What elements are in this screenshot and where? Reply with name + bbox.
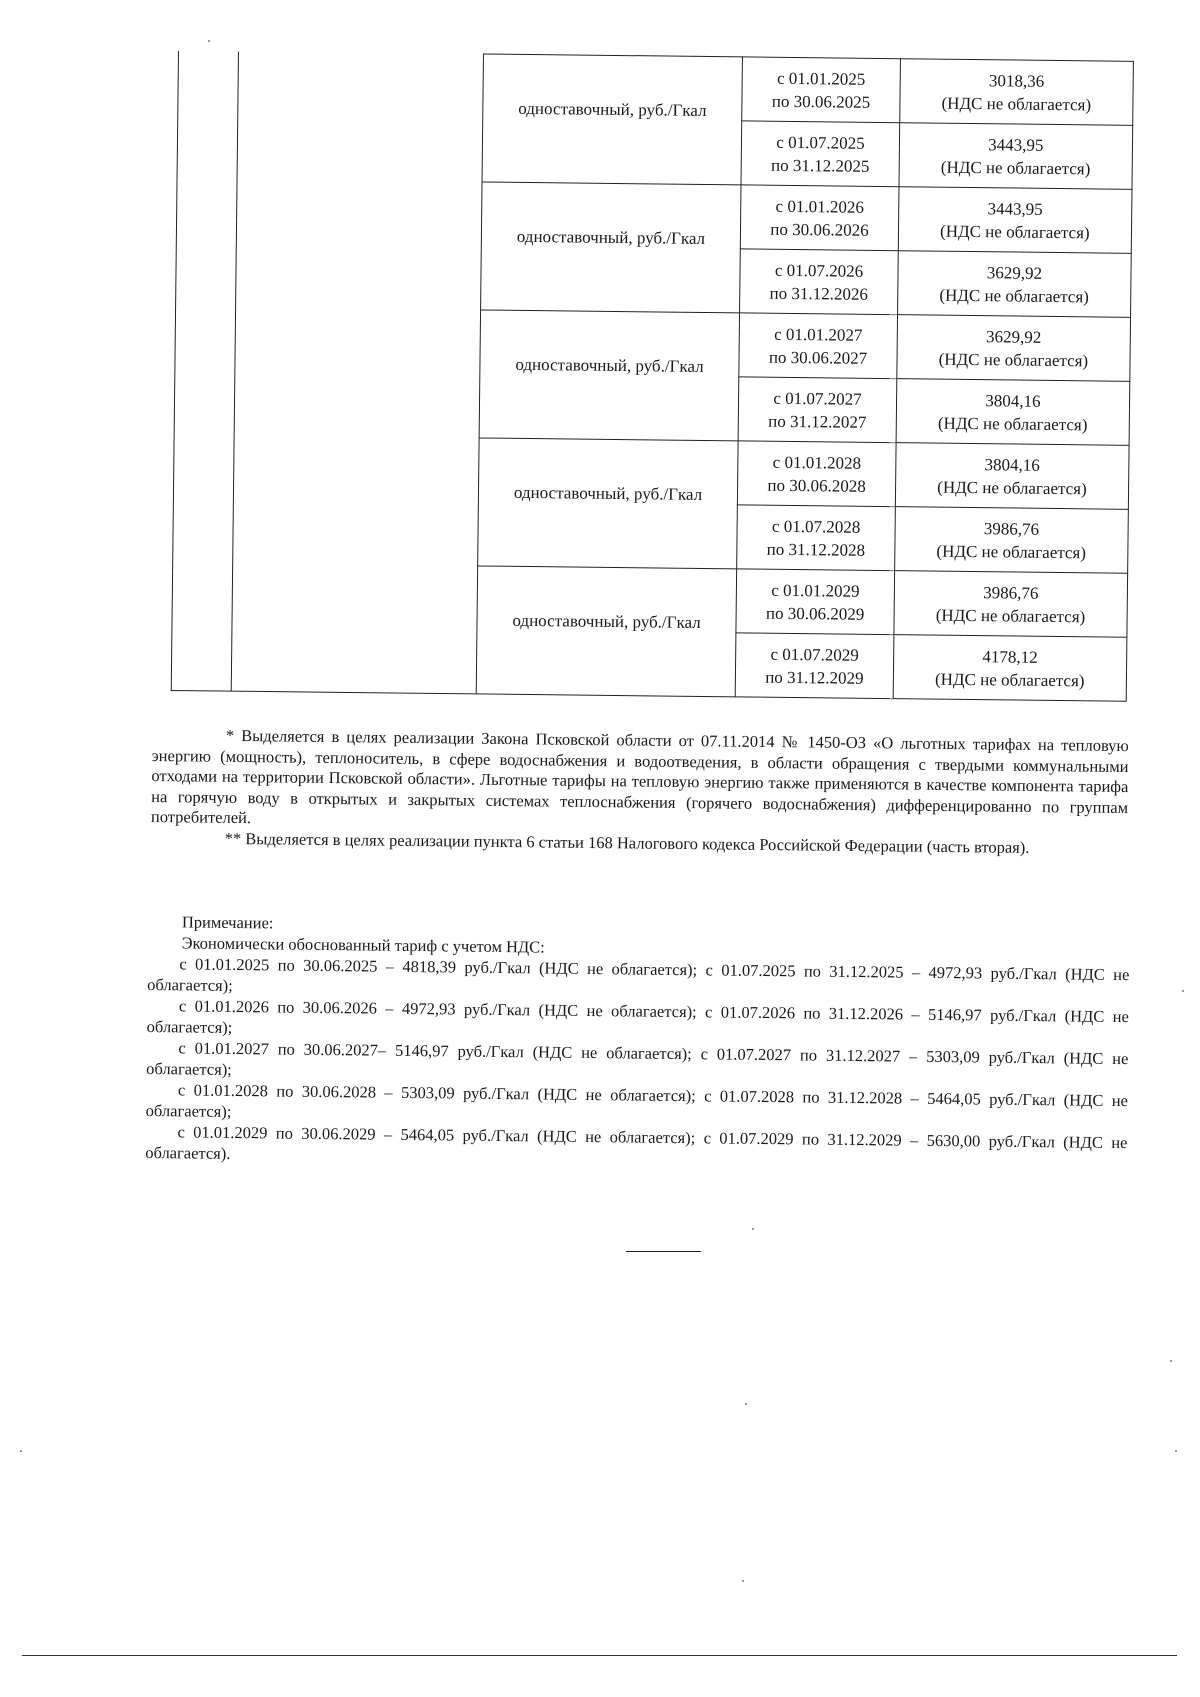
period-to: по 31.12.2025 xyxy=(770,155,870,176)
tariff-value: 4178,12 xyxy=(982,646,1038,667)
period-cell xyxy=(742,57,900,123)
tariff-value-cell xyxy=(897,251,1131,318)
tariff-value-cell xyxy=(896,379,1130,446)
period-to: по 31.12.2026 xyxy=(769,283,869,304)
period-to: по 31.12.2027 xyxy=(768,411,867,432)
tariff-type-text: одноставочный, руб./Гкал xyxy=(516,226,706,248)
tariff-value-cell xyxy=(893,635,1127,702)
period-cell xyxy=(735,633,893,699)
period-from: с 01.01.2029 xyxy=(771,580,860,601)
period-to: по 30.06.2025 xyxy=(771,91,871,112)
tariff-value-cell xyxy=(899,59,1133,126)
note-line: с 01.01.2029 по 30.06.2029 – 5464,05 руб./Гкал (НДС не облагается); с 01.07.2029 по 31.12.2029 – 5630,00 руб./Гкал (НДС не облагается). xyxy=(145,1122,1128,1163)
tariff-value: 3629,92 xyxy=(985,326,1042,347)
tariff-value: 3443,95 xyxy=(987,198,1043,219)
period-cell xyxy=(737,505,895,571)
tariff-type-text: одноставочный, руб./Гкал xyxy=(515,354,704,376)
vat-note: (НДС не облагается) xyxy=(940,157,1091,178)
vat-note: (НДС не облагается) xyxy=(938,349,1089,370)
end-separator-line xyxy=(626,1251,701,1252)
tariff-type-cell xyxy=(480,182,741,313)
tariff-type-cell xyxy=(478,438,739,569)
scan-speck xyxy=(752,1228,754,1230)
vat-note: (НДС не облагается) xyxy=(935,605,1086,626)
period-from: с 01.01.2025 xyxy=(776,68,866,89)
period-to: по 30.06.2026 xyxy=(770,219,869,240)
period-from: с 01.07.2027 xyxy=(773,388,862,409)
vat-note: (НДС не облагается) xyxy=(939,285,1089,306)
note-section xyxy=(145,912,1130,1174)
tariff-value: 3986,76 xyxy=(983,582,1039,603)
tariff-value: 3443,95 xyxy=(988,134,1044,155)
period-from: с 01.01.2028 xyxy=(772,452,862,473)
period-to: по 30.06.2027 xyxy=(768,347,868,368)
tariff-value: 3804,16 xyxy=(985,390,1041,411)
scan-speck xyxy=(1170,1360,1172,1362)
period-cell xyxy=(738,377,896,443)
vat-note: (НДС не облагается) xyxy=(937,477,1087,498)
scan-speck xyxy=(745,1403,747,1405)
vat-note: (НДС не облагается) xyxy=(937,413,1088,434)
tariff-type-text: одноставочный, руб./Гкал xyxy=(518,98,707,120)
note-title: Примечание: xyxy=(181,912,274,933)
vat-note: (НДС не облагается) xyxy=(936,541,1087,562)
period-to: по 30.06.2028 xyxy=(767,475,866,496)
tariff-table xyxy=(171,50,1134,702)
period-from: с 01.01.2026 xyxy=(775,196,865,217)
tariff-type-text: одноставочный, руб./Гкал xyxy=(512,610,701,632)
tariff-value: 3629,92 xyxy=(986,262,1043,283)
scan-speck xyxy=(208,40,210,42)
tariff-value-cell xyxy=(899,123,1133,190)
period-cell xyxy=(738,441,896,507)
footnotes xyxy=(151,725,1129,859)
tariff-value: 3804,16 xyxy=(984,454,1040,475)
tariff-type-text: одноставочный, руб./Гкал xyxy=(513,482,703,504)
vat-note: (НДС не облагается) xyxy=(934,669,1085,690)
period-from: с 01.07.2025 xyxy=(776,132,865,153)
period-to: по 31.12.2029 xyxy=(765,667,864,688)
scan-speck xyxy=(20,1450,22,1452)
empty-column-a xyxy=(171,51,238,692)
tariff-value: 3018,36 xyxy=(988,70,1045,91)
period-cell xyxy=(740,249,898,315)
bottom-rule-line xyxy=(22,1655,1177,1656)
scan-speck xyxy=(1182,990,1184,992)
empty-column-b xyxy=(231,51,484,694)
note-line: с 01.01.2026 по 30.06.2026 – 4972,93 руб./Гкал (НДС не облагается); с 01.07.2026 по 31.12.2026 – 5146,97 руб./Гкал (НДС не облагается); xyxy=(146,996,1129,1037)
note-line: с 01.01.2028 по 30.06.2028 – 5303,09 руб./Гкал (НДС не облагается); с 01.07.2028 по 31.12.2028 – 5464,05 руб./Гкал (НДС не облагается); xyxy=(145,1080,1129,1121)
tariff-type-cell xyxy=(482,54,743,185)
footnote-2: ** Выделяется в целях реализации пункта 6 статьи 168 Налогового кодекса Российской Федерации (часть вторая). xyxy=(224,828,1030,857)
period-from: с 01.01.2027 xyxy=(774,324,863,345)
tariff-value-cell xyxy=(894,507,1128,574)
tariff-value-cell xyxy=(895,443,1129,510)
period-to: по 31.12.2028 xyxy=(766,539,866,560)
scan-speck xyxy=(1175,1450,1177,1452)
period-from: с 01.07.2026 xyxy=(774,260,864,281)
period-from: с 01.07.2029 xyxy=(770,644,859,665)
scan-speck xyxy=(742,1580,744,1582)
tariff-value-cell xyxy=(898,187,1132,254)
period-cell xyxy=(741,185,899,251)
tariff-value-cell xyxy=(897,315,1131,382)
note-subtitle: Экономически обоснованный тариф с учетом НДС: xyxy=(181,932,545,957)
tariff-value: 3986,76 xyxy=(983,518,1040,539)
vat-note: (НДС не облагается) xyxy=(941,93,1092,114)
period-cell xyxy=(739,313,897,379)
tariff-value-cell xyxy=(894,571,1128,638)
table-row xyxy=(178,51,1134,126)
note-line: с 01.01.2025 по 30.06.2025 – 4818,39 руб./Гкал (НДС не облагается); с 01.07.2025 по 31.12.2025 – 4972,93 руб./Гкал (НДС не облагается); xyxy=(147,954,1130,995)
tariff-type-cell xyxy=(476,566,737,697)
period-to: по 30.06.2029 xyxy=(765,603,865,624)
vat-note: (НДС не облагается) xyxy=(940,221,1090,242)
period-from: с 01.07.2028 xyxy=(771,516,861,537)
period-cell xyxy=(741,121,899,187)
footnote-1: * Выделяется в целях реализации Закона Псковской области от 07.11.2014 № 1450-ОЗ «О льготных тарифах на тепловую энергию (мощность), теплоноситель, в сфере водоснабжения и водоотведения, в области обращения с твердыми коммунальными отходами на территории Псковской области». Льготные тарифы на тепловую энергию также применяются в качестве компонента тарифа на горячую воду в открытых и закрытых системах теплоснабжения (горячего водоснабжения) дифференцированно по группам потребителей. xyxy=(150,725,1129,828)
note-line: с 01.01.2027 по 30.06.2027– 5146,97 руб./Гкал (НДС не облагается); с 01.07.2027 по 31.12.2027 – 5303,09 руб./Гкал (НДС не облагается); xyxy=(146,1038,1129,1079)
tariff-type-cell xyxy=(479,310,740,441)
period-cell xyxy=(736,569,894,635)
